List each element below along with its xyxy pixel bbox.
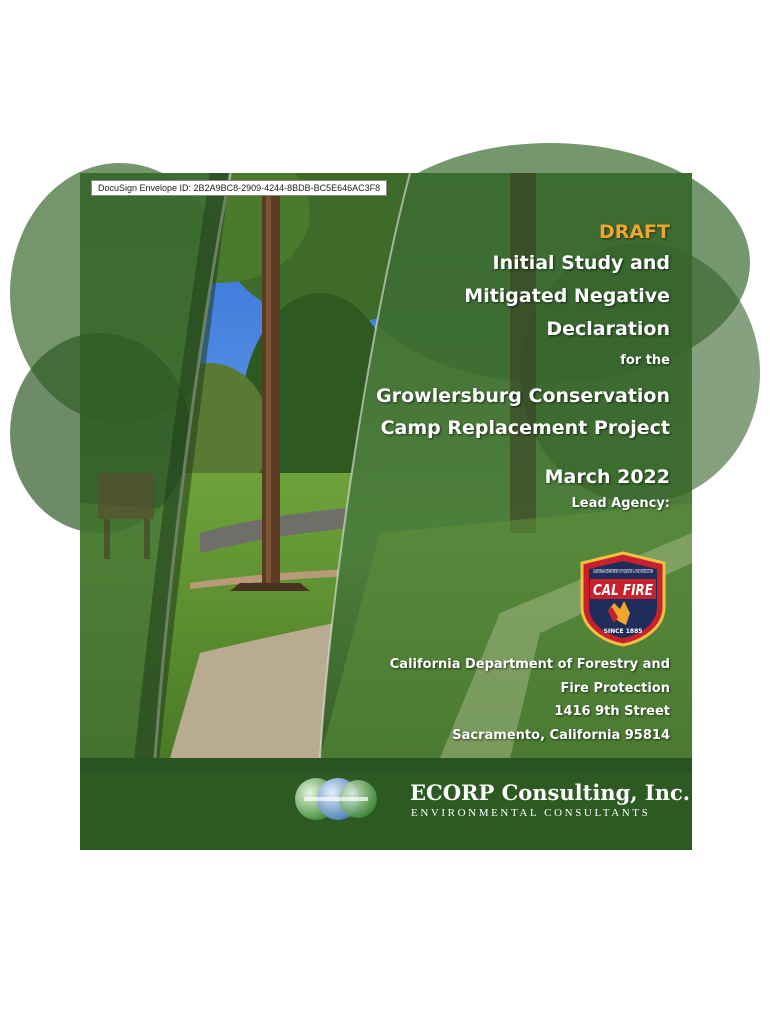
draft-label: DRAFT bbox=[598, 221, 670, 243]
agency-street: 1416 9th Street bbox=[554, 704, 670, 719]
ecorp-globe-logo bbox=[294, 773, 378, 825]
document-title-line-1: Initial Study and bbox=[492, 252, 670, 274]
document-title-line-2: Mitigated Negative bbox=[464, 285, 670, 307]
for-the-label: for the bbox=[620, 353, 670, 368]
consultant-tagline: ENVIRONMENTAL CONSULTANTS bbox=[411, 807, 651, 819]
project-name-line-2: Camp Replacement Project bbox=[380, 417, 670, 439]
document-title-line-3: Declaration bbox=[546, 318, 670, 340]
lead-agency-address bbox=[310, 653, 670, 747]
consultant-name: ECORP Consulting, Inc. bbox=[410, 780, 691, 805]
lead-agency-label: Lead Agency: bbox=[571, 496, 670, 511]
document-date: March 2022 bbox=[544, 466, 670, 488]
title-block bbox=[330, 217, 670, 516]
calfire-logo bbox=[578, 551, 668, 647]
calfire-name: CAL FIRE bbox=[593, 581, 654, 599]
agency-name-line-1: California Department of Forestry and bbox=[389, 657, 670, 672]
agency-city: Sacramento, California 95814 bbox=[452, 727, 670, 743]
docusign-envelope-id: DocuSign Envelope ID: 2B2A9BC8-2909-4244-8BDB-BC5E646AC3F8 bbox=[91, 180, 387, 196]
agency-name-line-2: Fire Protection bbox=[560, 680, 670, 696]
calfire-ring-text: CALIFORNIA DEPARTMENT OF FORESTRY & FIRE PROTECTION bbox=[593, 569, 654, 575]
project-name-line-1: Growlersburg Conservation bbox=[376, 385, 670, 407]
calfire-since: SINCE 1885 bbox=[603, 628, 643, 635]
report-cover bbox=[80, 173, 692, 850]
